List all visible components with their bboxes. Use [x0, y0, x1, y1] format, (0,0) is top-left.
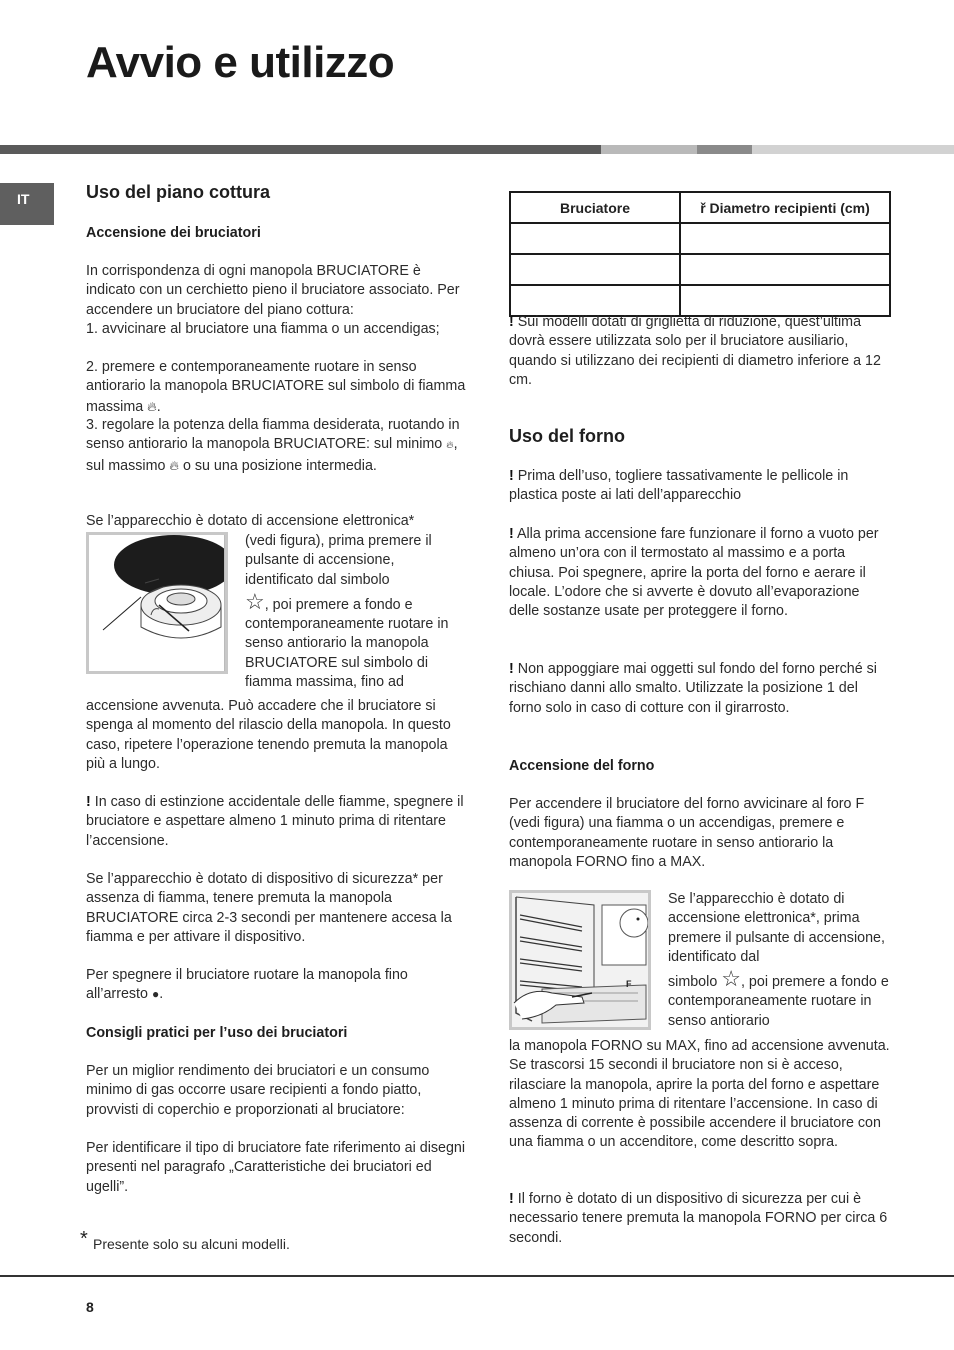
warning-mark: ! — [86, 794, 91, 810]
table-cell — [680, 223, 890, 254]
paragraph-oven-3 — [509, 660, 891, 718]
spark-icon-oven: ☆ — [721, 966, 741, 992]
table-header-diametro: ř Diametro recipienti (cm) — [680, 192, 890, 223]
table-header-bruciatore: Bruciatore — [510, 192, 680, 223]
table-cell — [510, 254, 680, 285]
oven-warning-mark-1: ! — [509, 468, 514, 484]
header-band-light — [601, 145, 697, 154]
oven-electronic-text-b: simbolo — [668, 974, 722, 991]
heading-consigli: Consigli pratici per l’uso dei bruciatori — [86, 1025, 348, 1041]
paragraph-electronic: Se l’apparecchio è dotato di accensione elettronica* — [86, 513, 415, 529]
oven-safety-text: Il forno è dotato di un dispositivo di sicurezza per cui è necessario tenere premuta la manopola FORNO per circa 6 secondi. — [509, 1191, 888, 1246]
paragraph-intro: In corrispondenza di ogni manopola BRUCIATORE è indicato con un cerchietto pieno il bruciatore associato. Per accendere un bruciatore del piano cottura: — [86, 263, 460, 318]
flame-min-icon: 🔥︎ — [446, 440, 454, 452]
language-tab: IT — [0, 183, 54, 225]
heading-accensione-forno: Accensione del forno — [509, 758, 655, 774]
paragraph-step-2 — [86, 358, 466, 417]
footnote: Presente solo su alcuni modelli. — [93, 1236, 290, 1252]
oven-warning-mark-3: ! — [509, 661, 514, 677]
burner-illustration — [86, 532, 228, 674]
off-dot-icon: ● — [151, 987, 160, 1002]
oven-safety-mark: ! — [509, 1191, 514, 1207]
paragraph-step-3 — [86, 416, 466, 476]
header-band-mid — [697, 145, 752, 154]
paragraph-identify: Per identificare il tipo di bruciatore fate riferimento ai disegni presenti nel paragrafo „Caratteristiche dei bruciatori ed ugelli”. — [86, 1140, 466, 1195]
paragraph-grill-note — [509, 313, 891, 390]
table-cell — [510, 223, 680, 254]
flame-max-icon-2: 🔥︎ — [169, 457, 179, 473]
flame-max-icon: 🔥︎ — [147, 398, 157, 414]
shutdown-text: Per spegnere il bruciatore ruotare la manopola fino all’arresto — [86, 967, 408, 1003]
step-2-text: 2. premere e contemporaneamente ruotare in senso antiorario la manopola BRUCIATORE sul simbolo di fiamma massima — [86, 359, 466, 415]
paragraph-oven-electronic-cont: la manopola FORNO su MAX, fino ad accensione avvenuta. Se trascorsi 15 secondi il bruciatore non si è acceso, rilasciare la manopola, aprire la porta del forno e aspettare almeno 1 minuto prima di ritentare l’accensione. In caso di assenza di corrente è possibile accendere il bruciatore con una fiamma o un accenditore, come descritto sopra. — [509, 1038, 890, 1151]
paragraph-electronic-wrap — [245, 532, 466, 692]
step-2-end: . — [156, 398, 161, 415]
note-text: Sui modelli dotati di griglietta di riduzione, quest’ultima dovrà essere utilizzata solo per il bruciatore ausiliario, quando si utilizzano dei recipienti di diametro inferiore a 12 cm. — [509, 314, 881, 388]
paragraph-oven-safety — [509, 1190, 891, 1248]
step-3-end: o su una posizione intermedia. — [178, 457, 377, 474]
paragraph-oven-ignite: Per accendere il bruciatore del forno avvicinare al foro F (vedi figura) una fiamma o un accendigas, premere e contemporaneamente ruotare in senso antiorario la manopola FORNO fino a MAX. — [509, 796, 865, 870]
header-band-pale — [752, 145, 954, 154]
oven-warning-text-2: Alla prima accensione fare funzionare il forno a vuoto per almeno un’ora con il termostato al massimo e a porta chiusa. Poi spegnere, aprire la porta del forno e aerare il locale. L’odore che si avverte è dovuto all’evaporazione delle sostanze usate per proteggere il forno. — [509, 526, 879, 620]
oven-warning-text-3: Non appoggiare mai oggetti sul fondo del forno perché si rischiano danni allo smalto. Utilizzate la posizione 1 del forno solo in caso di cotture con il girarrosto. — [509, 661, 877, 716]
table-cell — [680, 254, 890, 285]
oven-hole-label: F — [626, 979, 632, 989]
paragraph-oven-1 — [509, 467, 891, 506]
note-mark: ! — [509, 314, 514, 330]
page-title: Avvio e utilizzo — [86, 38, 395, 87]
oven-illustration — [509, 890, 651, 1030]
heading-uso-piano: Uso del piano cottura — [86, 182, 271, 202]
paragraph-consigli: Per un miglior rendimento dei bruciatori e un consumo minimo di gas occorre usare recipienti a fondo piatto, provvisti di coperchio e proporzionati al bruciatore: — [86, 1063, 430, 1118]
burner-drawing — [89, 535, 225, 671]
heading-uso-forno: Uso del forno — [509, 426, 625, 446]
oven-electronic-text-c: , poi premere a fondo e contemporaneamente ruotare in senso antiorario — [668, 974, 889, 1029]
header-band-dark — [0, 145, 601, 154]
paragraph-shutdown — [86, 966, 466, 1005]
electronic-text-b: , poi premere a fondo e contemporaneamente ruotare in senso antiorario la manopola BRUCIATORE sul simbolo di fiamma massima, fino ad — [245, 596, 449, 691]
table-cell — [510, 285, 680, 316]
footnote-star: * — [80, 1228, 88, 1250]
table-header-row — [510, 192, 890, 223]
paragraph-step-1: 1. avvicinare al bruciatore una fiamma o un accendigas; — [86, 321, 440, 337]
paragraph-oven-2 — [509, 525, 891, 621]
paragraph-warning — [86, 793, 466, 851]
table-row — [510, 223, 890, 254]
page-number: 8 — [86, 1299, 94, 1315]
footer-divider — [0, 1275, 954, 1277]
table-cell — [680, 285, 890, 316]
burner-table — [509, 191, 891, 317]
oven-warning-text-1: Prima dell’uso, togliere tassativamente le pellicole in plastica poste ai lati dell’apparecchio — [509, 468, 849, 504]
paragraph-electronic-cont: accensione avvenuta. Può accadere che il bruciatore si spenga al momento del rilascio della manopola. In questo caso, ripetere l’operazione tenendo premuta la manopola più a lungo. — [86, 698, 451, 772]
oven-electronic-text-a: Se l’apparecchio è dotato di accensione elettronica*, prima premere il pulsante di accensione, identificato dal — [668, 891, 885, 965]
warning-text: In caso di estinzione accidentale delle fiamme, spegnere il bruciatore e aspettare almeno 1 minuto prima di ritentare l’accensione. — [86, 794, 464, 849]
step-3-text: 3. regolare la potenza della fiamma desiderata, ruotando in senso antiorario la manopola BRUCIATORE: sul minimo — [86, 417, 460, 453]
oven-warning-mark-2: ! — [509, 526, 514, 542]
spark-icon: ☆ — [245, 588, 265, 614]
electronic-text-a: (vedi figura), prima premere il pulsante di accensione, identificato dal simbolo — [245, 533, 432, 588]
heading-accensione-bruciatori: Accensione dei bruciatori — [86, 225, 261, 241]
table-row — [510, 254, 890, 285]
shutdown-end: . — [159, 986, 164, 1003]
step-3-mid: , sul massimo — [86, 436, 458, 474]
paragraph-oven-electronic-wrap — [668, 890, 891, 1031]
table-row — [510, 285, 890, 316]
paragraph-safety: Se l’apparecchio è dotato di dispositivo di sicurezza* per assenza di fiamma, tenere premuta la manopola BRUCIATORE circa 2-3 secondi per mantenere accesa la fiamma e per attivare il dispositivo. — [86, 871, 452, 945]
oven-drawing — [512, 893, 648, 1027]
